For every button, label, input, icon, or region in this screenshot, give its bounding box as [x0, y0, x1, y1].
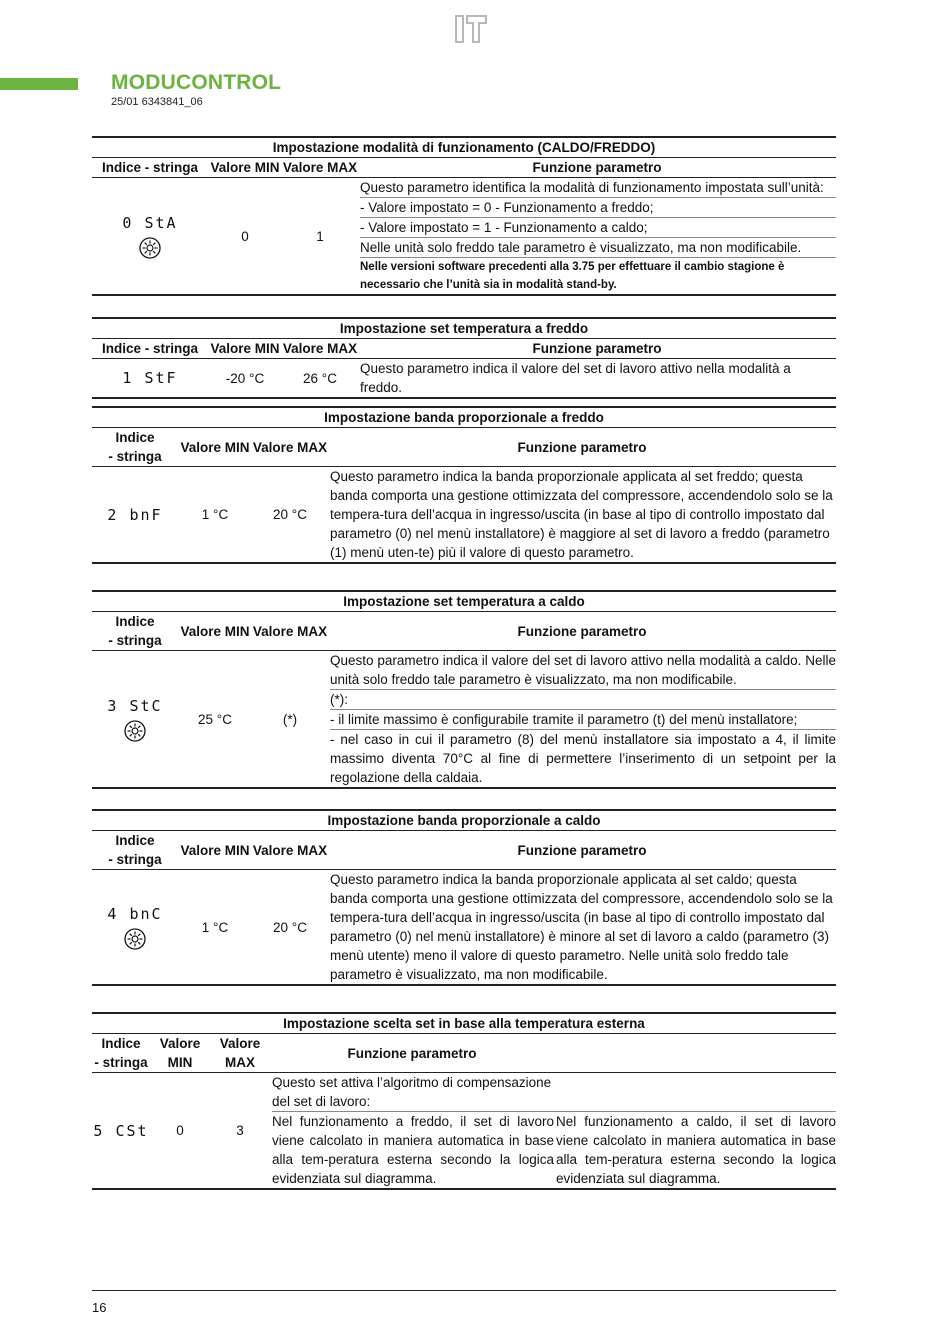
max-value: 3: [236, 1123, 244, 1138]
min-value: -20 °C: [225, 370, 265, 386]
heating-description: Nel funzionamento a caldo, il set di lavoro viene calcolato in maniera automatica in base alla tem-peratura esterna secondo la logica evidenziata sul diagramma.: [556, 1111, 836, 1188]
parameter-code: 5 CSt: [93, 1121, 149, 1140]
col-max: Valore MAX: [252, 842, 328, 858]
index-cell: [92, 178, 208, 294]
table-row: [92, 1073, 836, 1190]
function-description: [328, 651, 836, 787]
col-min-line: MIN: [167, 1055, 193, 1070]
function-description: Questo parametro indica la banda proporzionale applicata al set caldo; questa banda comporta una gestione ottimizzata del compressore, accendendolo solo se la tempera-tura dell’acqua in ingresso/uscita (in base al tipo di controllo impostato dal parametro (0) nel menù installatore) è minore al set di lavoro a caldo (parametro (3) menù utente) meno il valore di questo parametro. Nelle unità solo freddo tale parametro è visualizzato, ma non modificabile.: [330, 872, 833, 982]
brand-accent-bar: [0, 78, 78, 90]
description-line: Questo parametro identifica la modalità di funzionamento impostata sull’unità:: [360, 178, 836, 198]
table-cooling-band: [92, 406, 836, 564]
table-title: Impostazione banda proporzionale a caldo: [92, 809, 836, 831]
col-min: [150, 1034, 210, 1072]
parameter-code: 3 StC: [107, 697, 163, 715]
table-row: [92, 870, 836, 986]
parameter-code: 1 StF: [122, 369, 178, 387]
max-value: (*): [282, 711, 298, 727]
col-max: Valore MAX: [282, 341, 358, 356]
col-function: Funzione parametro: [517, 623, 647, 639]
description-line: Questo parametro indica il valore del set di lavoro attivo nella modalità a caldo. Nelle unità solo freddo tale parametro è visualizzato, ma non modificabile.: [330, 651, 836, 690]
col-max-line: MAX: [225, 1055, 255, 1070]
col-index-line: Indice: [115, 614, 155, 629]
table-heating-setpoint: [92, 590, 836, 789]
table-title: Impostazione set temperatura a caldo: [92, 590, 836, 612]
col-index: Indice - stringa: [101, 160, 199, 175]
parameter-code: 2 bnF: [107, 505, 163, 524]
col-min: Valore MIN: [180, 623, 250, 639]
min-value: 0: [241, 228, 249, 244]
min-value: 1 °C: [201, 507, 229, 522]
description-line: (*):: [330, 690, 836, 710]
max-value: 20 °C: [273, 919, 307, 935]
table-row: [92, 651, 836, 789]
min-value: 25 °C: [198, 711, 232, 727]
table-operating-mode: [92, 136, 836, 296]
sun-icon: [124, 928, 146, 950]
page-number: 16: [92, 1300, 107, 1315]
table-title: Impostazione banda proporzionale a freddo: [92, 406, 836, 428]
table-heating-band: [92, 809, 836, 986]
min-value: 0: [176, 1123, 184, 1138]
col-function: Funzione parametro: [347, 1045, 477, 1061]
parameter-code: 4 bnC: [107, 905, 163, 923]
col-min-line: Valore: [159, 1036, 201, 1051]
footer-divider: [92, 1290, 836, 1291]
col-index-line: - stringa: [108, 633, 162, 648]
col-max: Valore MAX: [252, 439, 328, 455]
col-min: Valore MIN: [180, 439, 250, 455]
col-index: [92, 831, 178, 869]
col-min: Valore MIN: [210, 160, 280, 175]
function-description: Questo parametro indica la banda proporzionale applicata al set freddo; questa banda comporta una gestione ottimizzata del compressore, accendendolo solo se la tempera-tura dell’acqua in ingresso/uscita (in base al tipo di controllo impostato dal parametro (0) nel menù installatore) è maggiore al set di lavoro a freddo (parametro (1) menù uten-te) più il valore di questo parametro.: [330, 469, 833, 560]
col-index-line: - stringa: [108, 449, 162, 464]
index-cell: [92, 1073, 150, 1188]
max-value: 26 °C: [303, 370, 337, 386]
index-cell: [92, 870, 178, 984]
max-value: 1: [316, 228, 324, 244]
description-line: - nel caso in cui il parametro (8) del menù installatore sia impostato a 4, il limite massimo diventa 70°C al fine di permettere l’inserimento di un setpoint per la regolazione della caldaia.: [330, 732, 836, 785]
description-line: - il limite massimo è configurabile tramite il parametro (t) del menù installatore;: [330, 710, 836, 730]
table-cooling-setpoint: [92, 317, 836, 399]
description-line: Nelle unità solo freddo tale parametro è visualizzato, ma non modificabile.: [360, 238, 836, 258]
table-header: [92, 158, 836, 178]
table-title: Impostazione scelta set in base alla temperatura esterna: [92, 1012, 836, 1034]
col-index-line: Indice: [115, 430, 155, 445]
table-header: [92, 1034, 836, 1073]
col-index: Indice - stringa: [101, 341, 199, 356]
col-function: Funzione parametro: [532, 341, 662, 356]
col-min: Valore MIN: [180, 842, 250, 858]
index-cell: [92, 651, 178, 787]
table-title: Impostazione modalità di funzionamento (CALDO/FREDDO): [92, 136, 836, 158]
table-header: [92, 612, 836, 651]
description-line: - Valore impostato = 1 - Funzionamento a caldo;: [360, 218, 836, 238]
table-row: [92, 178, 836, 296]
col-index-line: Indice: [101, 1036, 141, 1051]
table-header: [92, 831, 836, 870]
col-index: [92, 1034, 150, 1072]
col-function-spacer: [554, 1034, 836, 1072]
col-index: [92, 612, 178, 650]
table-row: [92, 467, 836, 564]
col-index-line: - stringa: [108, 852, 162, 867]
function-description: [270, 1073, 836, 1188]
table-header: [92, 339, 836, 359]
function-description: Questo parametro indica il valore del set di lavoro attivo nella modalità a freddo.: [360, 361, 791, 395]
col-max-line: Valore: [219, 1036, 261, 1051]
table-row: [92, 359, 836, 399]
col-index-line: - stringa: [94, 1055, 148, 1070]
col-function: Funzione parametro: [532, 160, 662, 175]
col-index: [92, 428, 178, 466]
index-cell: [92, 359, 208, 397]
function-description: [358, 178, 836, 294]
max-value: 20 °C: [273, 507, 307, 522]
min-value: 1 °C: [201, 919, 229, 935]
version-note: Nelle versioni software precedenti alla 3.75 per effettuare il cambio stagione è necessario che l’unità sia in modalità stand-by.: [360, 261, 785, 291]
col-max: Valore MAX: [282, 160, 358, 175]
table-title: Impostazione set temperatura a freddo: [92, 317, 836, 339]
sun-icon: [139, 237, 161, 259]
description-intro: Questo set attiva l’algoritmo di compensazione del set di lavoro:: [272, 1073, 556, 1112]
brand-title: MODUCONTROL: [111, 71, 282, 94]
table-header: [92, 428, 836, 467]
col-function: Funzione parametro: [517, 842, 647, 858]
col-function: Funzione parametro: [517, 439, 647, 455]
document-reference: 25/01 6343841_06: [111, 96, 203, 108]
parameter-code: 0 StA: [122, 214, 178, 232]
sun-icon: [124, 720, 146, 742]
table-outdoor-compensation: [92, 1012, 836, 1190]
col-max: [210, 1034, 270, 1072]
col-min: Valore MIN: [210, 341, 280, 356]
col-index-line: Indice: [115, 833, 155, 848]
index-cell: [92, 467, 178, 562]
language-mark-it: [454, 14, 488, 44]
col-max: Valore MAX: [252, 623, 328, 639]
description-line: - Valore impostato = 0 - Funzionamento a freddo;: [360, 198, 836, 218]
cooling-description: Nel funzionamento a freddo, il set di lavoro viene calcolato in maniera automatica in base alla tem-peratura esterna secondo la logica evidenziata sul diagramma.: [272, 1114, 554, 1186]
